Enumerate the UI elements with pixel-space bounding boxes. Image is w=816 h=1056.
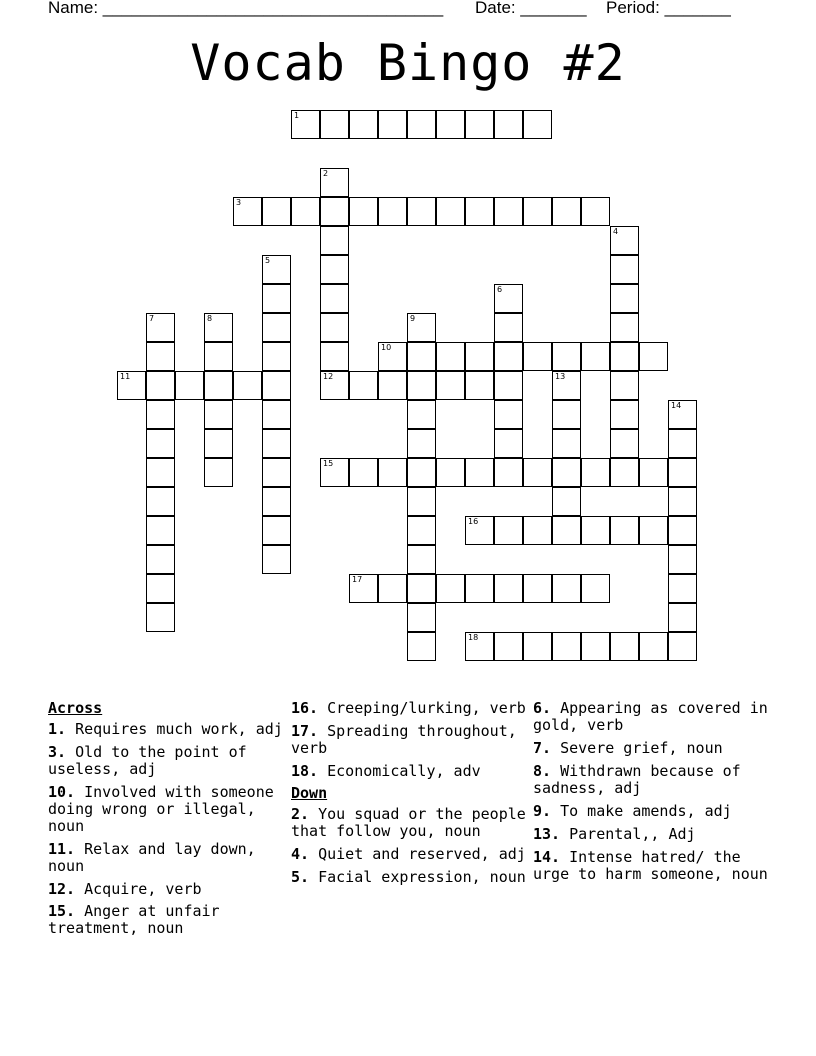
- crossword-cell[interactable]: [581, 458, 610, 487]
- crossword-cell[interactable]: [204, 342, 233, 371]
- clue-across-18: 18. Economically, adv: [291, 762, 481, 780]
- crossword-cell[interactable]: [378, 574, 407, 603]
- crossword-cell[interactable]: [320, 110, 349, 139]
- cell-number: 14: [671, 401, 682, 410]
- crossword-cell[interactable]: [610, 632, 639, 661]
- crossword-cell[interactable]: [494, 429, 523, 458]
- crossword-cell[interactable]: [262, 458, 291, 487]
- crossword-cell[interactable]: [378, 458, 407, 487]
- crossword-cell[interactable]: [581, 197, 610, 226]
- crossword-cell[interactable]: [523, 110, 552, 139]
- crossword-cell[interactable]: [465, 371, 494, 400]
- crossword-cell[interactable]: [552, 574, 581, 603]
- crossword-cell[interactable]: [262, 545, 291, 574]
- crossword-cell[interactable]: [320, 284, 349, 313]
- clue-across-17: 17. Spreading throughout, verb: [291, 722, 517, 757]
- crossword-cell[interactable]: [407, 487, 436, 516]
- crossword-cell[interactable]: [610, 342, 639, 371]
- cell-number: 3: [236, 198, 242, 207]
- crossword-cell[interactable]: [494, 400, 523, 429]
- crossword-cell[interactable]: [523, 632, 552, 661]
- crossword-cell[interactable]: [668, 400, 697, 429]
- crossword-cell[interactable]: [552, 632, 581, 661]
- cell-number: 1: [294, 111, 300, 120]
- clue-across-10: 10. Involved with someone doing wrong or illegal, noun: [48, 783, 274, 835]
- crossword-cell[interactable]: [175, 371, 204, 400]
- clues-column-3: [533, 700, 773, 889]
- crossword-cell[interactable]: [465, 632, 494, 661]
- cell-number: 13: [555, 372, 566, 381]
- crossword-cell[interactable]: [610, 313, 639, 342]
- crossword-cell[interactable]: [291, 110, 320, 139]
- crossword-cell[interactable]: [610, 429, 639, 458]
- crossword-cell[interactable]: [262, 313, 291, 342]
- crossword-cell[interactable]: [233, 371, 262, 400]
- crossword-cell[interactable]: [320, 226, 349, 255]
- crossword-cell[interactable]: [378, 342, 407, 371]
- crossword-cell[interactable]: [204, 313, 233, 342]
- crossword-cell[interactable]: [262, 516, 291, 545]
- crossword-cell[interactable]: [610, 516, 639, 545]
- clue-down-14: 14. Intense hatred/ the urge to harm someone, noun: [533, 848, 768, 883]
- crossword-cell[interactable]: [465, 342, 494, 371]
- crossword-cell[interactable]: [407, 429, 436, 458]
- crossword-cell[interactable]: [146, 603, 175, 632]
- crossword-cell[interactable]: [552, 429, 581, 458]
- clue-across-15: 15. Anger at unfair treatment, noun: [48, 902, 220, 937]
- crossword-cell[interactable]: [465, 458, 494, 487]
- crossword-cell[interactable]: [146, 371, 175, 400]
- crossword-cell[interactable]: [146, 574, 175, 603]
- crossword-cell[interactable]: [523, 516, 552, 545]
- name-field-label: Name: ____________________________________: [48, 0, 444, 17]
- crossword-cell[interactable]: [668, 632, 697, 661]
- crossword-cell[interactable]: [320, 197, 349, 226]
- clue-down-5: 5. Facial expression, noun: [291, 868, 526, 886]
- crossword-cell[interactable]: [349, 371, 378, 400]
- crossword-cell[interactable]: [407, 371, 436, 400]
- clue-across-16: 16. Creeping/lurking, verb: [291, 699, 526, 717]
- crossword-cell[interactable]: [668, 429, 697, 458]
- page-title: Vocab Bingo #2: [190, 34, 626, 92]
- crossword-cell[interactable]: [320, 168, 349, 197]
- cell-number: 11: [120, 372, 131, 381]
- crossword-cell[interactable]: [146, 545, 175, 574]
- crossword-cell[interactable]: [639, 632, 668, 661]
- crossword-cell[interactable]: [465, 110, 494, 139]
- crossword-cell[interactable]: [668, 516, 697, 545]
- cell-number: 8: [207, 314, 213, 323]
- crossword-cell[interactable]: [552, 342, 581, 371]
- crossword-cell[interactable]: [668, 458, 697, 487]
- crossword-cell[interactable]: [552, 371, 581, 400]
- crossword-cell[interactable]: [291, 197, 320, 226]
- crossword-cell[interactable]: [552, 487, 581, 516]
- cell-number: 4: [613, 227, 619, 236]
- crossword-cell[interactable]: [494, 197, 523, 226]
- clue-down-8: 8. Withdrawn because of sadness, adj: [533, 762, 741, 797]
- crossword-cell[interactable]: [204, 371, 233, 400]
- crossword-cell[interactable]: [494, 516, 523, 545]
- crossword-cell[interactable]: [320, 458, 349, 487]
- crossword-cell[interactable]: [262, 429, 291, 458]
- crossword-cell[interactable]: [262, 284, 291, 313]
- crossword-cell[interactable]: [523, 197, 552, 226]
- crossword-cell[interactable]: [523, 342, 552, 371]
- cell-number: 7: [149, 314, 155, 323]
- clue-down-2: 2. You squad or the people that follow you, noun: [291, 805, 526, 840]
- crossword-cell[interactable]: [523, 574, 552, 603]
- crossword-cell[interactable]: [494, 458, 523, 487]
- crossword-cell[interactable]: [494, 313, 523, 342]
- down-heading: Down: [291, 784, 328, 802]
- crossword-cell[interactable]: [639, 458, 668, 487]
- crossword-cell[interactable]: [465, 197, 494, 226]
- crossword-cell[interactable]: [204, 400, 233, 429]
- crossword-cell[interactable]: [262, 371, 291, 400]
- crossword-cell[interactable]: [494, 342, 523, 371]
- crossword-cell[interactable]: [407, 545, 436, 574]
- crossword-cell[interactable]: [436, 110, 465, 139]
- crossword-cell[interactable]: [668, 603, 697, 632]
- clues-column-2: [291, 700, 531, 892]
- crossword-cell[interactable]: [407, 516, 436, 545]
- crossword-cell[interactable]: [146, 516, 175, 545]
- crossword-cell[interactable]: [262, 197, 291, 226]
- crossword-cell[interactable]: [146, 429, 175, 458]
- clue-across-3: 3. Old to the point of useless, adj: [48, 743, 247, 778]
- crossword-cell[interactable]: [581, 632, 610, 661]
- crossword-cell[interactable]: [378, 371, 407, 400]
- crossword-cell[interactable]: [436, 342, 465, 371]
- crossword-cell[interactable]: [233, 197, 262, 226]
- crossword-cell[interactable]: [581, 516, 610, 545]
- crossword-cell[interactable]: [262, 255, 291, 284]
- crossword-cell[interactable]: [668, 487, 697, 516]
- crossword-cell[interactable]: [378, 110, 407, 139]
- cell-number: 10: [381, 343, 392, 352]
- crossword-cell[interactable]: [668, 574, 697, 603]
- crossword-cell[interactable]: [407, 197, 436, 226]
- cell-number: 6: [497, 285, 503, 294]
- cell-number: 15: [323, 459, 334, 468]
- crossword-cell[interactable]: [465, 516, 494, 545]
- crossword-cell[interactable]: [494, 632, 523, 661]
- across-heading: Across: [48, 699, 103, 717]
- clue-down-6: 6. Appearing as covered in gold, verb: [533, 699, 768, 734]
- cell-number: 12: [323, 372, 334, 381]
- crossword-cell[interactable]: [407, 603, 436, 632]
- crossword-cell[interactable]: [349, 574, 378, 603]
- crossword-cell[interactable]: [639, 342, 668, 371]
- crossword-cell[interactable]: [552, 197, 581, 226]
- crossword-cell[interactable]: [552, 458, 581, 487]
- crossword-cell[interactable]: [407, 632, 436, 661]
- crossword-cell[interactable]: [262, 400, 291, 429]
- crossword-cell[interactable]: [320, 342, 349, 371]
- crossword-cell[interactable]: [436, 197, 465, 226]
- clue-across-11: 11. Relax and lay down, noun: [48, 840, 256, 875]
- clue-down-7: 7. Severe grief, noun: [533, 739, 723, 757]
- crossword-cell[interactable]: [436, 574, 465, 603]
- date-field-label: Date: _______: [475, 0, 587, 17]
- cell-number: 5: [265, 256, 271, 265]
- crossword-cell[interactable]: [581, 342, 610, 371]
- crossword-cell[interactable]: [320, 313, 349, 342]
- crossword-cell[interactable]: [349, 110, 378, 139]
- clues-column-1: [48, 700, 288, 943]
- clue-down-9: 9. To make amends, adj: [533, 802, 732, 820]
- crossword-cell[interactable]: [552, 516, 581, 545]
- crossword-cell[interactable]: [465, 574, 494, 603]
- crossword-cell[interactable]: [610, 458, 639, 487]
- crossword-cell[interactable]: [494, 284, 523, 313]
- crossword-cell[interactable]: [146, 400, 175, 429]
- crossword-cell[interactable]: [262, 487, 291, 516]
- period-field-label: Period: _______: [606, 0, 731, 17]
- crossword-cell[interactable]: [668, 545, 697, 574]
- cell-number: 18: [468, 633, 479, 642]
- cell-number: 17: [352, 575, 363, 584]
- crossword-cell[interactable]: [494, 110, 523, 139]
- crossword-cell[interactable]: [204, 458, 233, 487]
- crossword-cell[interactable]: [407, 110, 436, 139]
- crossword-cell[interactable]: [146, 313, 175, 342]
- crossword-cell[interactable]: [494, 371, 523, 400]
- cell-number: 16: [468, 517, 479, 526]
- crossword-cell[interactable]: [262, 342, 291, 371]
- crossword-cell[interactable]: [407, 574, 436, 603]
- crossword-cell[interactable]: [552, 400, 581, 429]
- cell-number: 9: [410, 314, 416, 323]
- crossword-cell[interactable]: [610, 400, 639, 429]
- crossword-cell[interactable]: [407, 342, 436, 371]
- crossword-cell[interactable]: [204, 429, 233, 458]
- crossword-cell[interactable]: [436, 458, 465, 487]
- crossword-cell[interactable]: [349, 197, 378, 226]
- crossword-cell[interactable]: [320, 255, 349, 284]
- crossword-cell[interactable]: [494, 574, 523, 603]
- clue-down-13: 13. Parental,, Adj: [533, 825, 696, 843]
- clue-across-1: 1. Requires much work, adj: [48, 720, 283, 738]
- crossword-cell[interactable]: [117, 371, 146, 400]
- crossword-cell[interactable]: [146, 342, 175, 371]
- clue-across-12: 12. Acquire, verb: [48, 880, 202, 898]
- crossword-cell[interactable]: [407, 400, 436, 429]
- crossword-cell[interactable]: [146, 458, 175, 487]
- crossword-cell[interactable]: [407, 313, 436, 342]
- crossword-cell[interactable]: [581, 574, 610, 603]
- crossword-cell[interactable]: [146, 487, 175, 516]
- crossword-cell[interactable]: [639, 516, 668, 545]
- crossword-cell[interactable]: [610, 371, 639, 400]
- clue-down-4: 4. Quiet and reserved, adj: [291, 845, 526, 863]
- cell-number: 2: [323, 169, 329, 178]
- crossword-cell[interactable]: [610, 255, 639, 284]
- crossword-cell[interactable]: [610, 226, 639, 255]
- crossword-cell[interactable]: [320, 371, 349, 400]
- crossword-cell[interactable]: [407, 458, 436, 487]
- crossword-cell[interactable]: [523, 458, 552, 487]
- crossword-cell[interactable]: [610, 284, 639, 313]
- crossword-cell[interactable]: [436, 371, 465, 400]
- crossword-cell[interactable]: [378, 197, 407, 226]
- crossword-cell[interactable]: [349, 458, 378, 487]
